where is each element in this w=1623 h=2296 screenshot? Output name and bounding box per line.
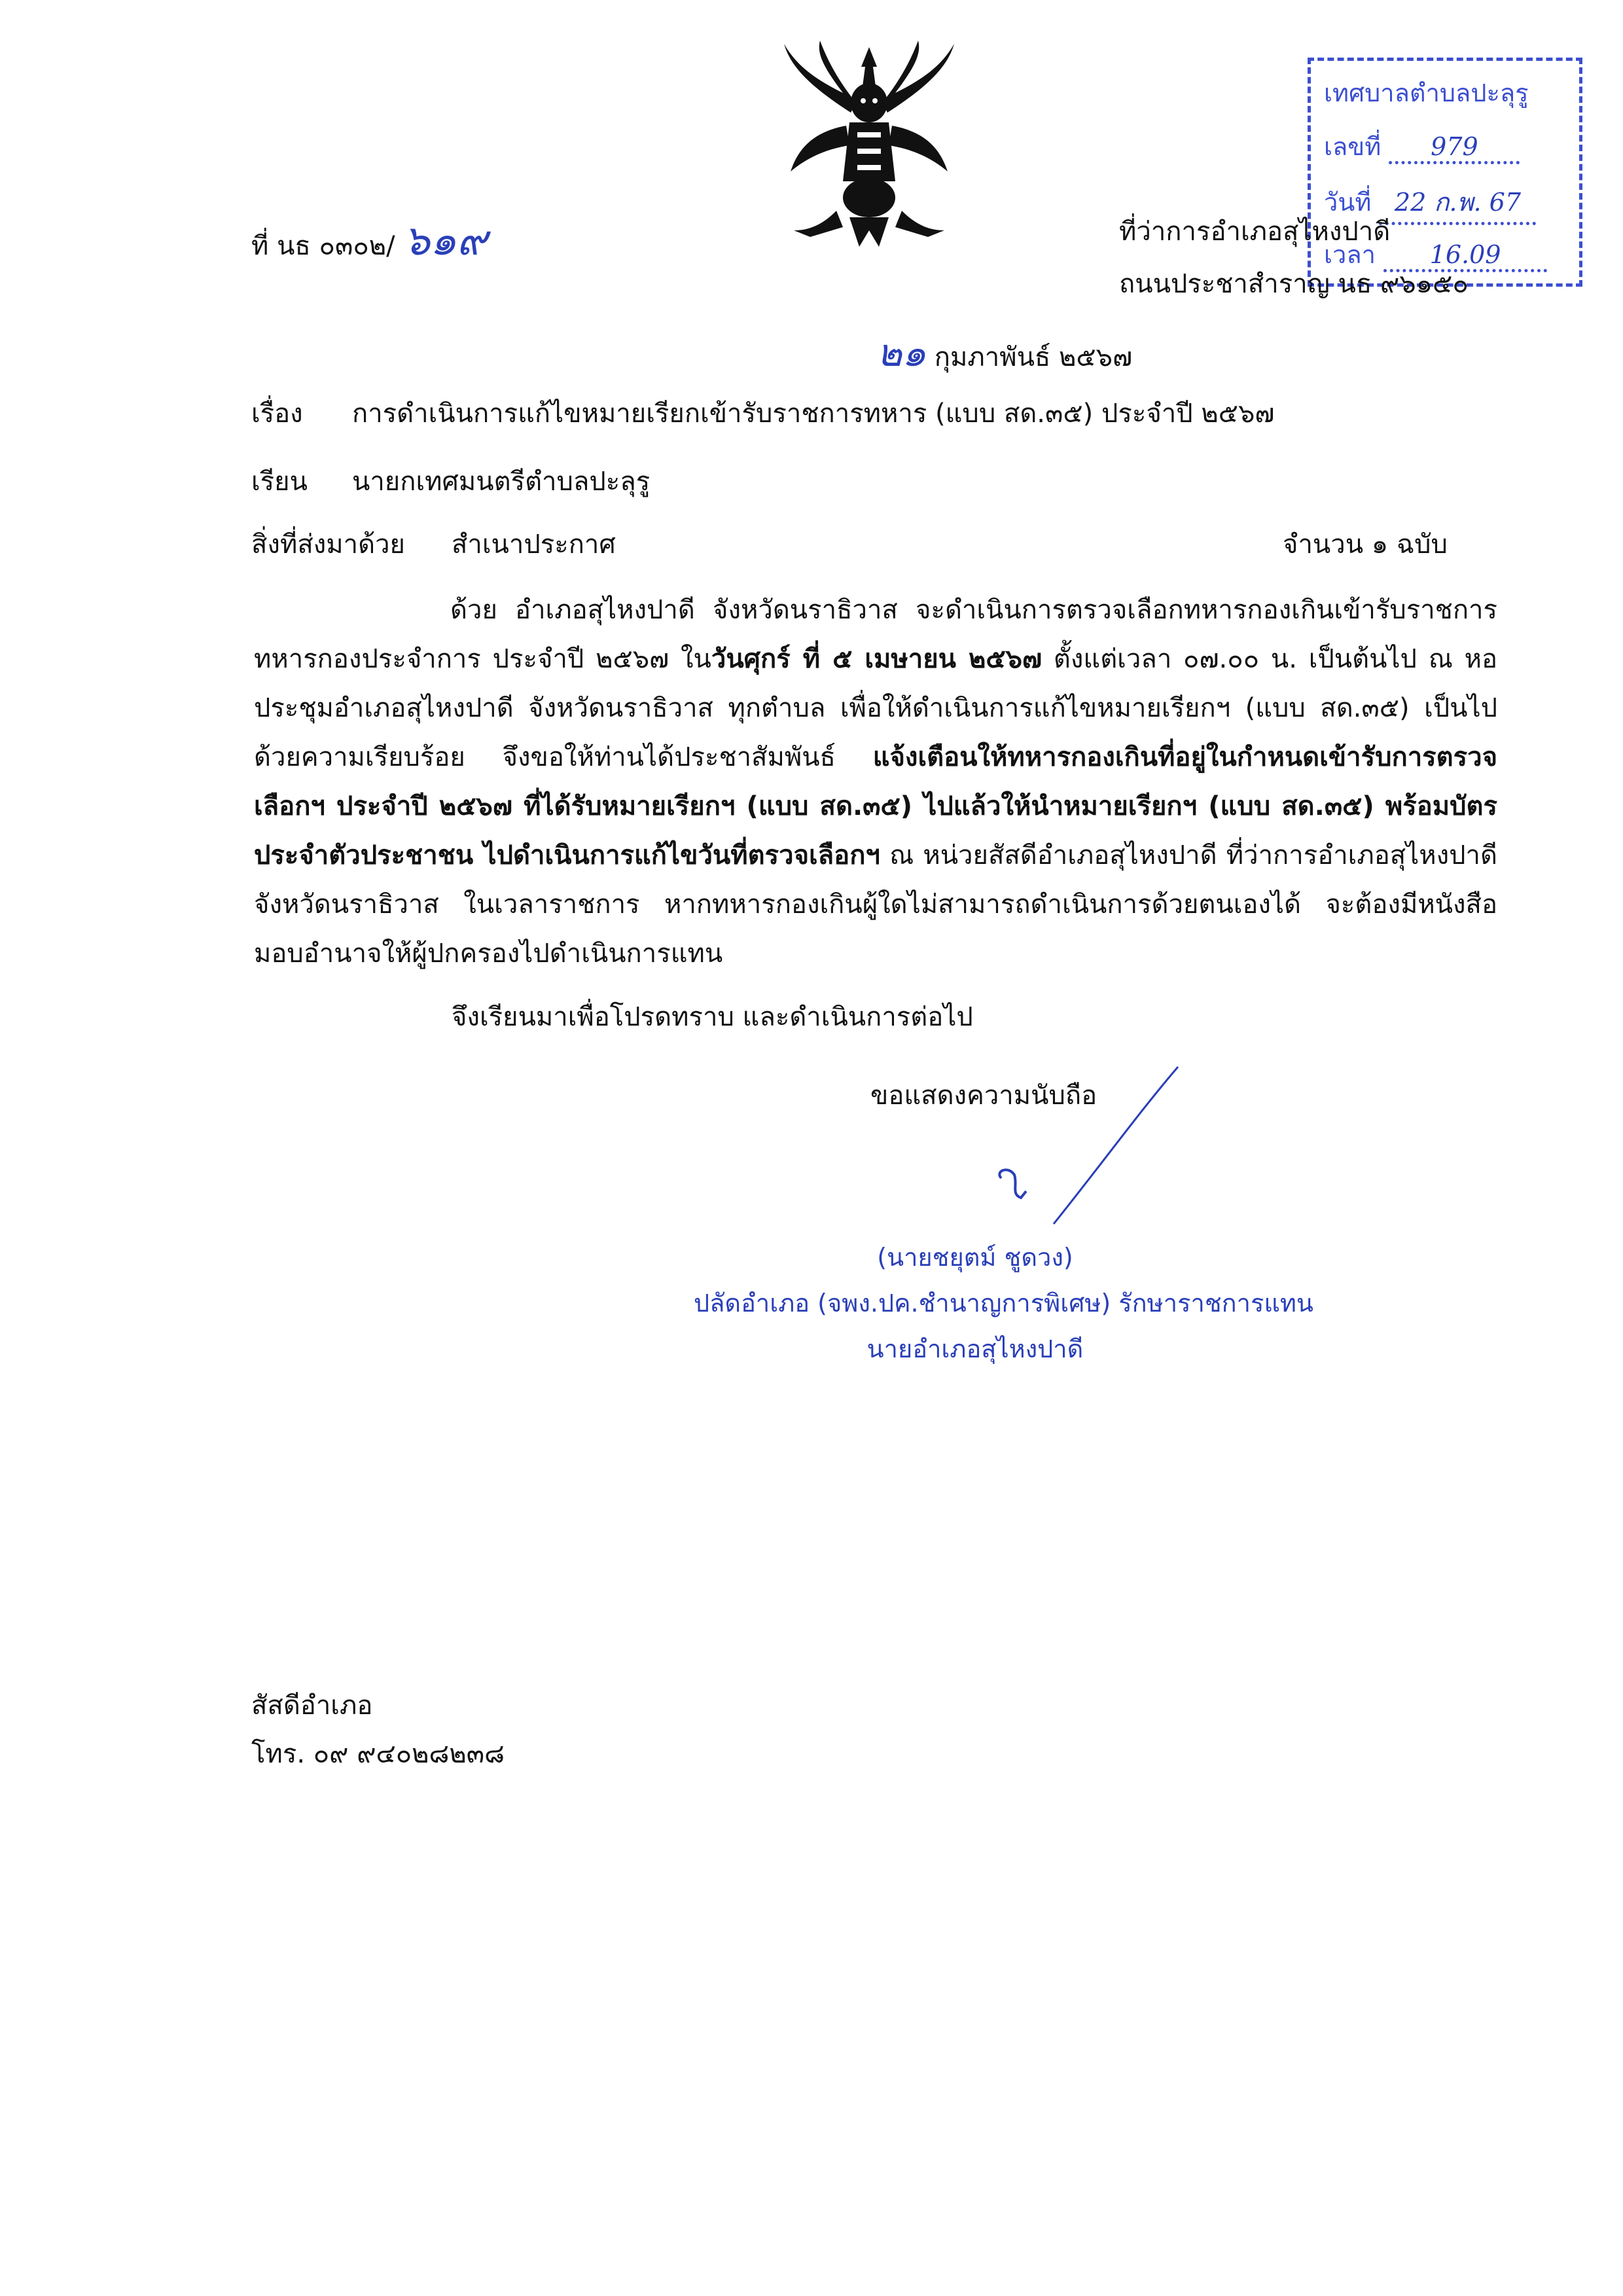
stamp-date-label: วันที่ (1324, 188, 1372, 217)
stamp-number-row (1324, 126, 1520, 166)
body-text-date: วันศุกร์ ที่ ๕ เมษายน ๒๕๖๗ (711, 644, 1043, 674)
salutation-label: เรียน (251, 467, 308, 497)
body-text-warning: แจ้งเตือนให้ทหารกองเกินที่อยู่ในกำหนดเข้ารับการตรวจเลือกฯ ประจำปี ๒๕๖๗ ที่ได้รับหมายเรียกฯ (แบบ สด.๓๕) ไปแล้วให้นำหมายเรียกฯ (แบบ สด.๓๕) พร้อมบัตรประจำตัวประชาชน ไปดำเนินการแก้ไขวันที่ตรวจเลือกฯ (254, 742, 1497, 870)
stamp-time-value: 16.09 (1383, 240, 1547, 272)
stamp-time-label: เวลา (1324, 240, 1376, 269)
footer-phone: โทร. ๐๙ ๙๔๐๒๘๒๓๘ (251, 1739, 505, 1769)
stamp-number-value: 979 (1389, 132, 1520, 164)
signer-title: นายอำเภอสุไหงปาดี (866, 1335, 1084, 1363)
reference-number (251, 216, 487, 266)
reference-label: ที่ นธ ๐๓๐๒/ (251, 231, 395, 261)
signer-position: ปลัดอำเภอ (จพง.ปค.ชำนาญการพิเศษ) รักษาราชการแทน (694, 1289, 1313, 1318)
date-day-handwritten: ๒๑ (877, 331, 927, 375)
stamp-number-label: เลขที่ (1324, 132, 1382, 161)
reference-number-handwritten: ๖๑๙ (403, 217, 488, 265)
enclosure-text: สำเนาประกาศ (452, 529, 616, 560)
date-month-year: กุมภาพันธ์ ๒๕๖๗ (934, 342, 1133, 372)
garuda-emblem-icon (771, 41, 967, 250)
enclosure-label: สิ่งที่ส่งมาด้วย (251, 529, 405, 560)
body-text-e: ณ หน่วยสัสดีอำเภอสุไหงปาดี ที่ว่าการอำเภอสุไหงปาดี จังหวัดนราธิวาส ในเวลาราชการ หากทหารกองเกินผู้ใดไม่สามารถดำเนินการด้วยตนเองได้ จะต้องมีหนังสือมอบอำนาจให้ผู้ปกครองไปดำเนินการแทน (254, 840, 1497, 969)
body-text-c: ตั้งแต่เวลา ๐๗.๐๐ น. เป็นต้นไป ณ หอประชุมอำเภอสุไหงปาดี จังหวัดนราธิวาส ทุกตำบล เพื่อให้ดำเนินการแก้ไขหมายเรียกฯ (แบบ สด.๓๕) เป็นไปด้วยความเรียบร้อย จึงขอให้ท่านได้ประชาสัมพันธ์ (254, 644, 1498, 772)
signature-mark (982, 1060, 1191, 1230)
body-paragraph (254, 586, 1497, 978)
complimentary-close: ขอแสดงความนับถือ (870, 1081, 1097, 1111)
stamp-org: เทศบาลตำบลปะลุรู (1324, 79, 1529, 107)
office-address: ถนนประชาสำราญ นธ ๙๖๑๕๐ (1119, 269, 1469, 299)
letter-date (877, 331, 1132, 376)
footer-department: สัสดีอำเภอ (251, 1691, 373, 1721)
salutation-text: นายกเทศมนตรีตำบลปะลุรู (352, 467, 651, 497)
subject-label: เรื่อง (251, 399, 303, 429)
closing-paragraph: จึงเรียนมาเพื่อโปรดทราบ และดำเนินการต่อไป (452, 1002, 973, 1032)
body-text-a: ด้วย อำเภอสุไหงปาดี จังหวัดนราธิวาส จะดำเนินการตรวจเลือกทหารกองเกินเข้ารับราชการทหารกองประจำการ ประจำปี ๒๕๖๗ ใน (254, 595, 1497, 674)
enclosure-count: จำนวน ๑ ฉบับ (1283, 529, 1448, 560)
office-name: ที่ว่าการอำเภอสุไหงปาดี (1119, 217, 1391, 247)
signer-name: (นายชยุตม์ ชูดวง) (877, 1243, 1073, 1272)
subject-text: การดำเนินการแก้ไขหมายเรียกเข้ารับราชการทหาร (แบบ สด.๓๕) ประจำปี ๒๕๖๗ (352, 399, 1275, 429)
received-stamp (1308, 58, 1582, 287)
stamp-date-value: 22 ก.พ. 67 (1379, 182, 1536, 225)
